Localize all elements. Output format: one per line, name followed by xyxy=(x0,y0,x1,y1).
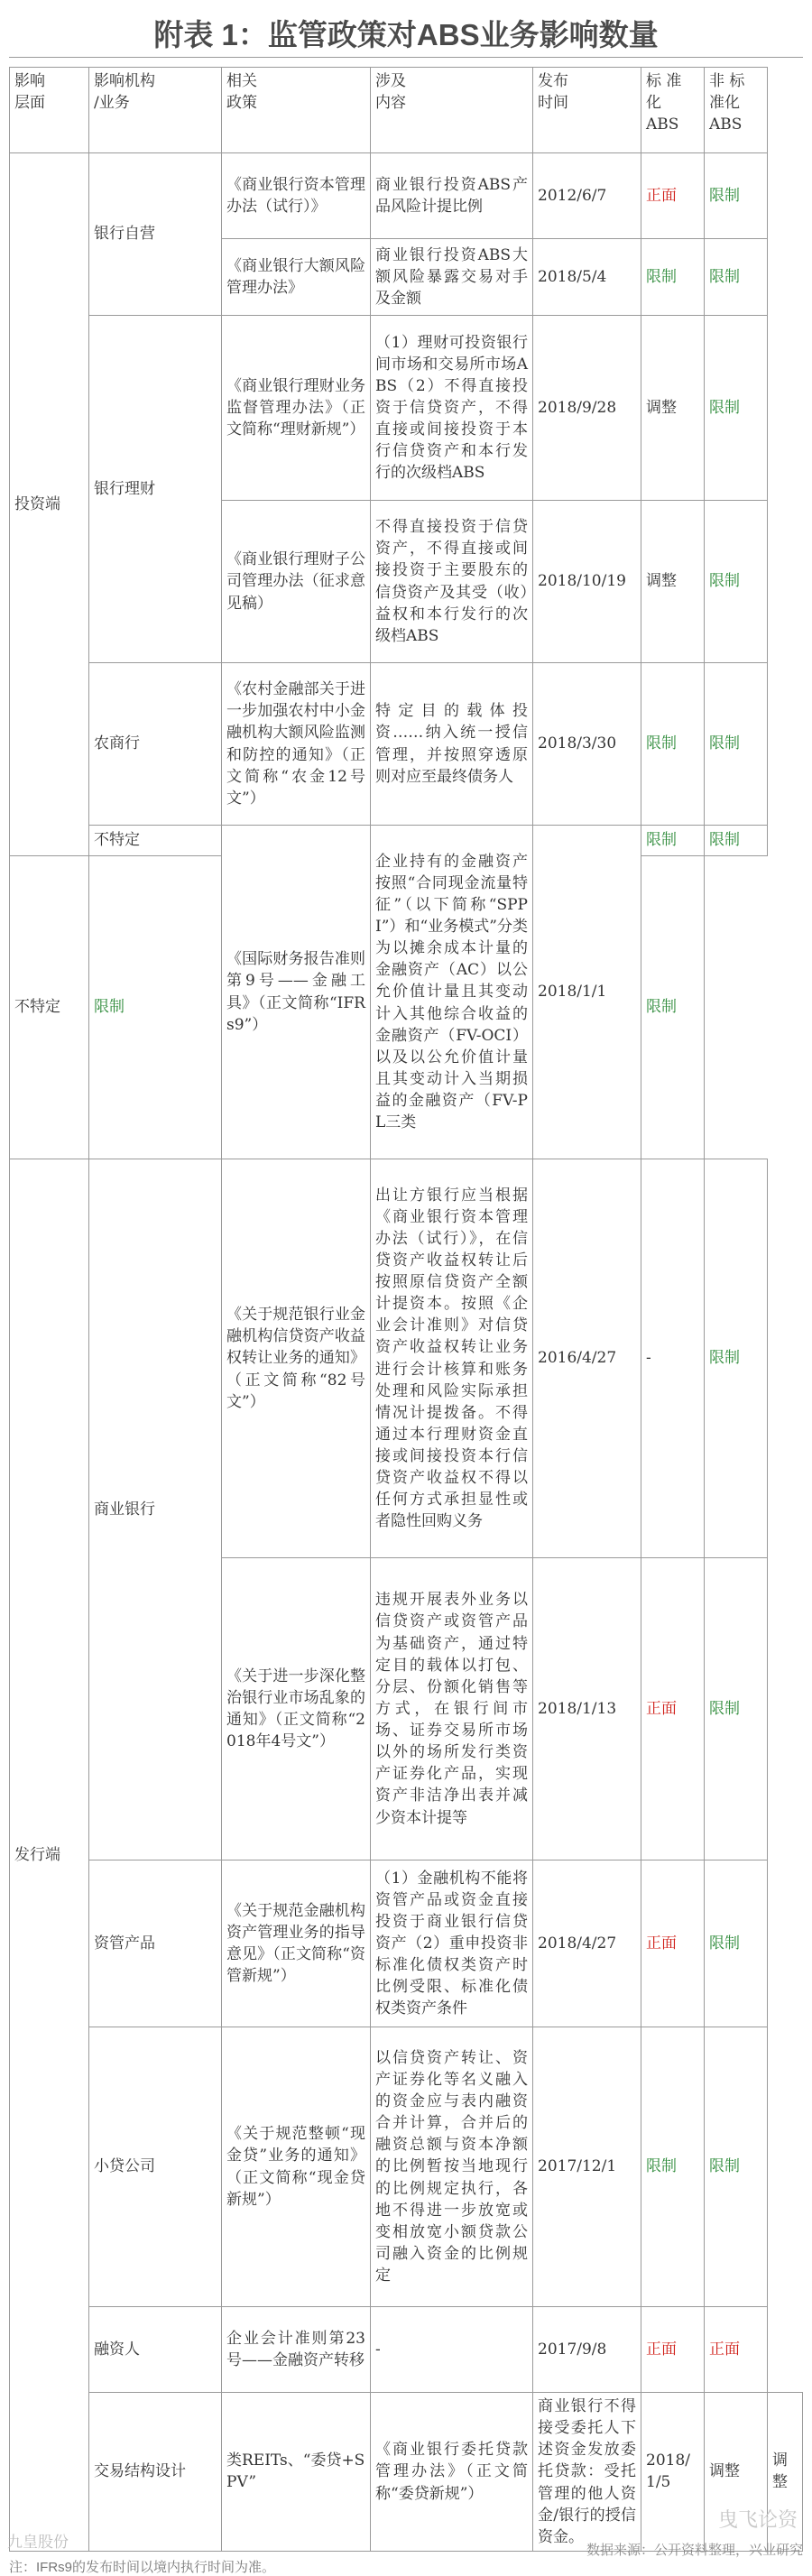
org-financier: 融资人 xyxy=(89,2307,222,2393)
content-cell: 商业银行投资ABS产品风险计提比例 xyxy=(371,153,533,239)
content-cell: 违规开展表外业务以信贷资产或资管产品为基础资产，通过特定目的载体以打包、分层、份额化销售等方式，在银行间市场、证券交易所市场以外的场所发行类资产证券化产品，实现资产非洁净出表并减少资本计提等 xyxy=(371,1558,533,1860)
table-row xyxy=(10,2393,803,2552)
nonstd-cell: 调整 xyxy=(768,2393,803,2552)
std-cell: 限制 xyxy=(641,239,705,316)
date-cell: 2018/3/30 xyxy=(533,663,641,826)
policy-cell: 《关于规范整顿“现金贷”业务的通知》（正文简称“现金贷新规”） xyxy=(222,2027,371,2307)
content-cell: 不得直接投资于信贷资产，不得直接或间接投资于主要股东的信贷资产及其受（收）益权和本行发行的次级档ABS xyxy=(371,501,533,663)
content-cell: 企业持有的金融资产按照“合同现金流量特征”（以下简称“SPPI”）和“业务模式”分类为以摊余成本计量的金融资产（AC）以公允价值计量且其变动计入其他综合收益的金融资产（FV-OCI）以及以公允价值计量且其变动计入当期损益的金融资产（FV-PL三类 xyxy=(371,826,533,1159)
content-cell: 出让方银行应当根据《商业银行资本管理办法（试行）》，在信贷资产收益权转让后按照原信贷资产全额计提资本。按照《企业会计准则》对信贷资产收益权转让业务进行会计核算和账务处理和风险实际承担情况计提拨备。不得通过本行理财资金直接或间接投资本行信贷资产收益权不得以任何方式承担显性或者隐性回购义务 xyxy=(371,1159,533,1558)
date-cell: 2018/5/4 xyxy=(533,239,641,316)
layer-invest: 投资端 xyxy=(10,153,89,856)
header-content: 涉及 内容 xyxy=(371,68,533,153)
footer xyxy=(9,2540,803,2559)
policy-cell: 《商业银行资本管理办法（试行）》 xyxy=(222,153,371,239)
policy-cell: 《商业银行理财子公司管理办法（征求意见稿） xyxy=(222,501,371,663)
org-rural: 农商行 xyxy=(89,663,222,826)
content-cell: 商业银行不得接受委托人下述资金发放委托贷款：受托管理的他人资金/银行的授信资金。 xyxy=(533,2393,641,2552)
table-row xyxy=(10,2027,803,2307)
org-bank-self: 银行自营 xyxy=(89,153,222,316)
nonstd-cell: 限制 xyxy=(705,826,768,856)
date-cell: 2018/10/19 xyxy=(533,501,641,663)
date-cell: 2018/1/13 xyxy=(533,1558,641,1860)
policy-cell: 《商业银行大额风险管理办法》 xyxy=(222,239,371,316)
content-cell: 以信贷资产转让、资产证券化等名义融入的资金应与表内融资合并计算，合并后的融资总额与资本净额的比例暂按当地现行的比例规定执行，各地不得进一步放宽或变相放宽小额贷款公司融入资金的比例规定 xyxy=(371,2027,533,2307)
date-cell: 2018/1/5 xyxy=(641,2393,705,2552)
table-row xyxy=(10,1860,803,2027)
date-cell: 2012/6/7 xyxy=(533,153,641,239)
org-unspecified-b: 不特定 xyxy=(10,856,89,1159)
header-std: 标 准 化 ABS xyxy=(641,68,705,153)
std-cell: 正面 xyxy=(641,2307,705,2393)
header-layer: 影响 层面 xyxy=(10,68,89,153)
table-title: 附表 1：监管政策对ABS业务影响数量 xyxy=(9,13,803,58)
policy-cell: 《商业银行委托贷款管理办法》（正文简称“委贷新规”） xyxy=(371,2393,533,2552)
std-cell: 正面 xyxy=(641,1860,705,2027)
date-cell: 2018/4/27 xyxy=(533,1860,641,2027)
nonstd-cell: 限制 xyxy=(705,316,768,501)
policy-cell: 《国际财务报告准则第9号——金融工具》（正文简称“IFRs9”） xyxy=(222,826,371,1159)
policy-cell: 企业会计准则第23号——金融资产转移 xyxy=(222,2307,371,2393)
org-microloan: 小贷公司 xyxy=(89,2027,222,2307)
std-cell: 限制 xyxy=(89,856,222,1159)
org-reits: 类REITs、“委贷+SPV” xyxy=(222,2393,371,2552)
watermark-left: 九皇股份 xyxy=(7,2534,69,2551)
org-asset-mgmt: 资管产品 xyxy=(89,1860,222,2027)
date-cell: 2018/1/1 xyxy=(533,826,641,1159)
content-cell: 商业银行投资ABS大额风险暴露交易对手及金额 xyxy=(371,239,533,316)
nonstd-cell: 限制 xyxy=(705,1558,768,1860)
header-nonstd: 非 标 准化 ABS xyxy=(705,68,768,153)
nonstd-cell: 限制 xyxy=(705,501,768,663)
table-row xyxy=(10,826,803,856)
policy-cell: 《关于进一步深化整治银行业市场乱象的通知》（正文简称“2018年4号文”） xyxy=(222,1558,371,1860)
std-cell: 限制 xyxy=(641,826,705,856)
source-note: 数据来源：公开资料整理，兴业研究 xyxy=(586,2543,803,2558)
table-row xyxy=(10,2307,803,2393)
date-cell: 2017/12/1 xyxy=(533,2027,641,2307)
nonstd-cell: 限制 xyxy=(705,1159,768,1558)
std-cell: 调整 xyxy=(641,501,705,663)
nonstd-cell: 限制 xyxy=(705,1860,768,2027)
std-cell: 限制 xyxy=(641,2027,705,2307)
org-unspecified-a: 不特定 xyxy=(89,826,222,856)
layer-issue: 发行端 xyxy=(10,1159,89,2552)
nonstd-cell: 限制 xyxy=(705,153,768,239)
date-cell: 2016/4/27 xyxy=(533,1159,641,1558)
std-cell: 正面 xyxy=(641,153,705,239)
footnote: 注：IFRs9的发布时间以境内执行时间为准。 xyxy=(9,2559,276,2575)
table-row xyxy=(10,663,803,826)
content-cell: （1）理财可投资银行间市场和交易所市场ABS（2）不得直接投资于信贷资产，不得直接或间接投资于本行信贷资产和本行发行的次级档ABS xyxy=(371,316,533,501)
content-cell: - xyxy=(371,2307,533,2393)
nonstd-cell: 限制 xyxy=(641,856,705,1159)
nonstd-cell: 正面 xyxy=(705,2307,768,2393)
org-commercial: 商业银行 xyxy=(89,1159,222,1860)
header-org: 影响机构 /业务 xyxy=(89,68,222,153)
header-row xyxy=(10,68,803,153)
date-cell: 2018/9/28 xyxy=(533,316,641,501)
nonstd-cell: 限制 xyxy=(705,239,768,316)
layer-structure: 交易结构设计 xyxy=(89,2393,222,2552)
org-bank-wealth: 银行理财 xyxy=(89,316,222,663)
content-cell: （1）金融机构不能将资管产品或资金直接投资于商业银行信贷资产（2）重申投资非标准化债权类资产时比例受限、标准化债权类资产条件 xyxy=(371,1860,533,2027)
policy-cell: 《关于规范银行业金融机构信贷资产收益权转让业务的通知》（正文简称“82号文”） xyxy=(222,1159,371,1558)
nonstd-cell: 限制 xyxy=(705,2027,768,2307)
table-row xyxy=(10,316,803,501)
nonstd-cell: 限制 xyxy=(705,663,768,826)
date-cell: 2017/9/8 xyxy=(533,2307,641,2393)
std-cell: 调整 xyxy=(705,2393,768,2552)
content-cell: 特定目的载体投资……纳入统一授信管理，并按照穿透原则对应至最终债务人 xyxy=(371,663,533,826)
policy-cell: 《关于规范金融机构资产管理业务的指导意见》（正文简称“资管新规”） xyxy=(222,1860,371,2027)
table-row xyxy=(10,153,803,239)
std-cell: 正面 xyxy=(641,1558,705,1860)
std-cell: - xyxy=(641,1159,705,1558)
header-policy: 相关 政策 xyxy=(222,68,371,153)
policy-cell: 《农村金融部关于进一步加强农村中小金融机构大额风险监测和防控的通知》（正文简称“农金12号文”） xyxy=(222,663,371,826)
header-date: 发布 时间 xyxy=(533,68,641,153)
policy-table xyxy=(9,67,803,2552)
watermark-right: 曳飞论资 xyxy=(717,2508,798,2531)
std-cell: 限制 xyxy=(641,663,705,826)
std-cell: 调整 xyxy=(641,316,705,501)
table-row xyxy=(10,1159,803,1558)
policy-cell: 《商业银行理财业务监督管理办法》（正文简称“理财新规”） xyxy=(222,316,371,501)
